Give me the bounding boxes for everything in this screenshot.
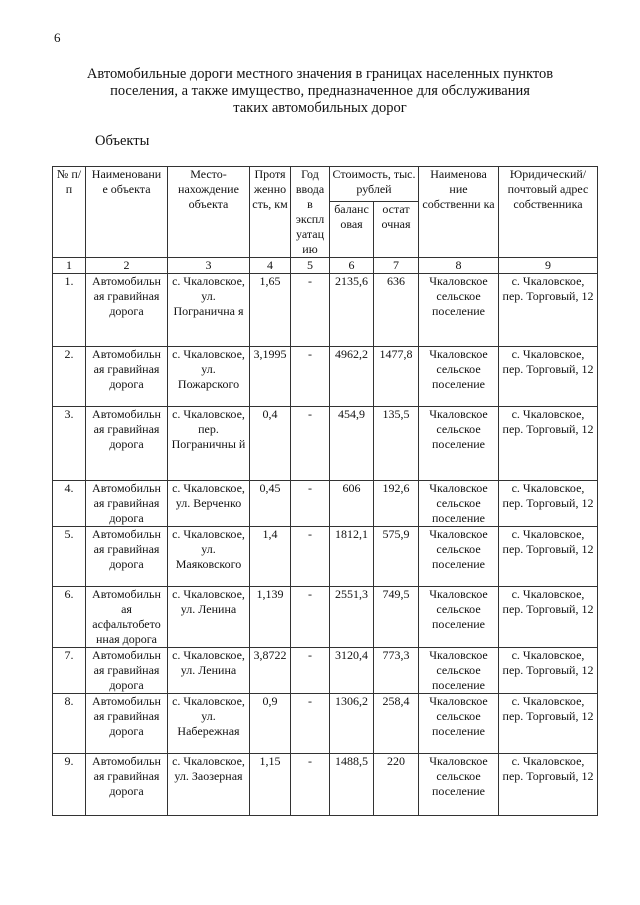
object-name: Автомобильн ая гравийная дорога <box>86 694 168 754</box>
road-length: 1,15 <box>250 754 291 816</box>
object-location: с. Чкаловское, ул. Верченко <box>168 481 250 527</box>
table-row <box>53 754 598 816</box>
object-name: Автомобильн ая гравийная дорога <box>86 481 168 527</box>
header-length: Протя женно сть, км <box>250 167 291 258</box>
row-number: 5. <box>53 527 86 587</box>
object-name: Автомобильн ая гравийная дорога <box>86 347 168 407</box>
column-number: 3 <box>168 258 250 274</box>
row-number: 4. <box>53 481 86 527</box>
owner-name: Чкаловское сельское поселение <box>419 407 499 481</box>
owner-address: с. Чкаловское, пер. Торговый, 12 <box>499 274 598 347</box>
owner-name: Чкаловское сельское поселение <box>419 648 499 694</box>
balance-cost: 1306,2 <box>330 694 374 754</box>
header-owner: Наименова ние собственни ка <box>419 167 499 258</box>
title-line-1: Автомобильные дороги местного значения в границах населенных пунктов <box>86 66 554 82</box>
title-line-2: поселения, а также имущество, предназначенное для обслуживания <box>110 83 530 99</box>
road-length: 1,65 <box>250 274 291 347</box>
owner-address: с. Чкаловское, пер. Торговый, 12 <box>499 527 598 587</box>
column-number: 9 <box>499 258 598 274</box>
road-length: 0,4 <box>250 407 291 481</box>
road-length: 1,139 <box>250 587 291 648</box>
balance-cost: 2551,3 <box>330 587 374 648</box>
column-number: 1 <box>53 258 86 274</box>
object-location: с. Чкаловское, ул. Пожарского <box>168 347 250 407</box>
header-address: Юридический/ почтовый адрес собственника <box>499 167 598 258</box>
section-label: Объекты <box>95 133 150 149</box>
header-year: Год ввода в экспл уатац ию <box>291 167 330 258</box>
road-length: 0,9 <box>250 694 291 754</box>
owner-name: Чкаловское сельское поселение <box>419 347 499 407</box>
header-name: Наименовани е объекта <box>86 167 168 258</box>
row-number: 6. <box>53 587 86 648</box>
commission-year: - <box>291 274 330 347</box>
header-location: Место- нахождение объекта <box>168 167 250 258</box>
column-number: 2 <box>86 258 168 274</box>
header-num: № п/п <box>53 167 86 258</box>
table-row <box>53 274 598 347</box>
owner-name: Чкаловское сельское поселение <box>419 481 499 527</box>
residual-cost: 575,9 <box>374 527 419 587</box>
objects-table <box>52 166 598 816</box>
commission-year: - <box>291 347 330 407</box>
object-location: с. Чкаловское, ул. Ленина <box>168 648 250 694</box>
page-number: 6 <box>54 30 61 45</box>
owner-address: с. Чкаловское, пер. Торговый, 12 <box>499 347 598 407</box>
table-row <box>53 347 598 407</box>
table-row <box>53 481 598 527</box>
object-name: Автомобильн ая асфальтобето нная дорога <box>86 587 168 648</box>
road-length: 0,45 <box>250 481 291 527</box>
table-row <box>53 694 598 754</box>
object-location: с. Чкаловское, ул. Ленина <box>168 587 250 648</box>
row-number: 3. <box>53 407 86 481</box>
residual-cost: 192,6 <box>374 481 419 527</box>
commission-year: - <box>291 481 330 527</box>
object-location: с. Чкаловское, ул. Набережная <box>168 694 250 754</box>
column-number: 6 <box>330 258 374 274</box>
owner-name: Чкаловское сельское поселение <box>419 527 499 587</box>
commission-year: - <box>291 648 330 694</box>
table-row <box>53 527 598 587</box>
residual-cost: 220 <box>374 754 419 816</box>
object-name: Автомобильн ая гравийная дорога <box>86 407 168 481</box>
table-row <box>53 587 598 648</box>
column-number: 4 <box>250 258 291 274</box>
balance-cost: 4962,2 <box>330 347 374 407</box>
road-length: 3,8722 <box>250 648 291 694</box>
table-row <box>53 648 598 694</box>
commission-year: - <box>291 587 330 648</box>
commission-year: - <box>291 407 330 481</box>
owner-name: Чкаловское сельское поселение <box>419 694 499 754</box>
column-number: 5 <box>291 258 330 274</box>
row-number: 2. <box>53 347 86 407</box>
commission-year: - <box>291 754 330 816</box>
road-length: 1,4 <box>250 527 291 587</box>
residual-cost: 636 <box>374 274 419 347</box>
balance-cost: 3120,4 <box>330 648 374 694</box>
column-numbers-row <box>53 258 598 274</box>
owner-name: Чкаловское сельское поселение <box>419 754 499 816</box>
road-length: 3,1995 <box>250 347 291 407</box>
row-number: 8. <box>53 694 86 754</box>
owner-address: с. Чкаловское, пер. Торговый, 12 <box>499 481 598 527</box>
row-number: 9. <box>53 754 86 816</box>
commission-year: - <box>291 527 330 587</box>
column-number: 7 <box>374 258 419 274</box>
owner-address: с. Чкаловское, пер. Торговый, 12 <box>499 407 598 481</box>
table-row <box>53 407 598 481</box>
owner-address: с. Чкаловское, пер. Торговый, 12 <box>499 648 598 694</box>
residual-cost: 749,5 <box>374 587 419 648</box>
row-number: 1. <box>53 274 86 347</box>
balance-cost: 1812,1 <box>330 527 374 587</box>
owner-address: с. Чкаловское, пер. Торговый, 12 <box>499 754 598 816</box>
object-location: с. Чкаловское, ул. Заозерная <box>168 754 250 816</box>
object-location: с. Чкаловское, пер. Пограничны й <box>168 407 250 481</box>
header-cost-balance: баланс овая <box>330 202 374 258</box>
object-name: Автомобильн ая гравийная дорога <box>86 754 168 816</box>
object-location: с. Чкаловское, ул. Маяковского <box>168 527 250 587</box>
balance-cost: 454,9 <box>330 407 374 481</box>
balance-cost: 2135,6 <box>330 274 374 347</box>
header-cost: Стоимость, тыс. рублей <box>330 167 419 202</box>
owner-address: с. Чкаловское, пер. Торговый, 12 <box>499 587 598 648</box>
object-name: Автомобильн ая гравийная дорога <box>86 527 168 587</box>
residual-cost: 135,5 <box>374 407 419 481</box>
row-number: 7. <box>53 648 86 694</box>
object-location: с. Чкаловское, ул. Погранична я <box>168 274 250 347</box>
object-name: Автомобильн ая гравийная дорога <box>86 274 168 347</box>
commission-year: - <box>291 694 330 754</box>
residual-cost: 258,4 <box>374 694 419 754</box>
object-name: Автомобильн ая гравийная дорога <box>86 648 168 694</box>
header-cost-residual: остат очная <box>374 202 419 258</box>
owner-name: Чкаловское сельское поселение <box>419 587 499 648</box>
owner-name: Чкаловское сельское поселение <box>419 274 499 347</box>
residual-cost: 773,3 <box>374 648 419 694</box>
residual-cost: 1477,8 <box>374 347 419 407</box>
balance-cost: 606 <box>330 481 374 527</box>
document-title <box>40 66 600 117</box>
balance-cost: 1488,5 <box>330 754 374 816</box>
column-number: 8 <box>419 258 499 274</box>
title-line-3: таких автомобильных дорог <box>233 100 407 116</box>
owner-address: с. Чкаловское, пер. Торговый, 12 <box>499 694 598 754</box>
